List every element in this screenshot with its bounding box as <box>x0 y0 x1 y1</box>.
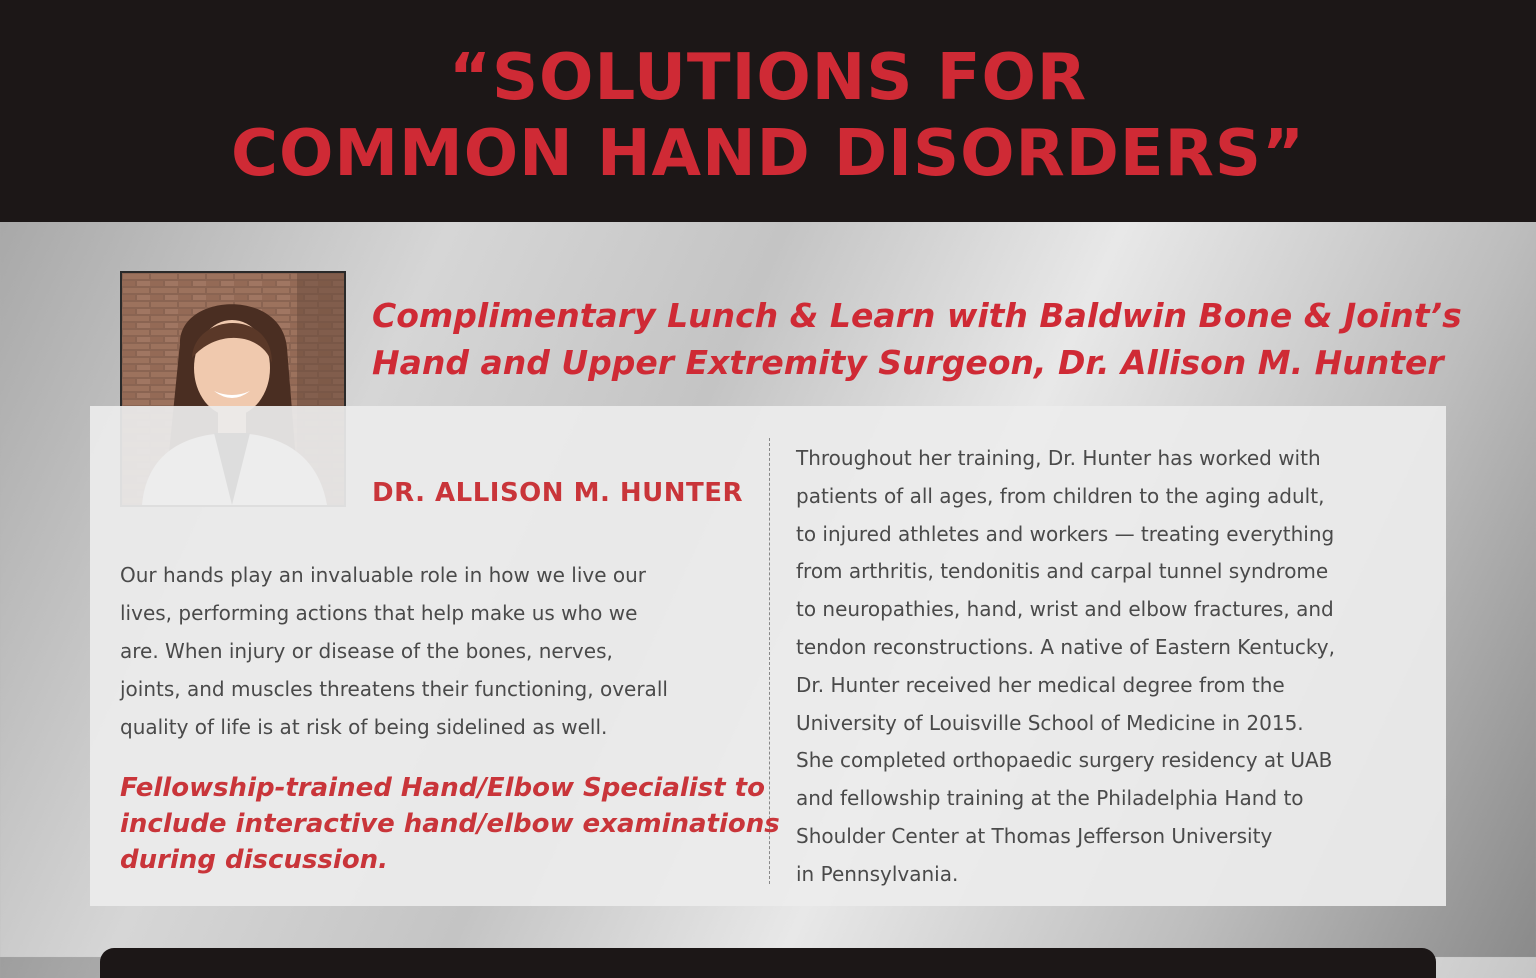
title-line-1: “SOLUTIONS FOR <box>448 41 1088 115</box>
title-line-2: COMMON HAND DISORDERS” <box>230 117 1306 191</box>
callout-line: during discussion. <box>120 845 389 875</box>
bio-line: Throughout her training, Dr. Hunter has worked with <box>796 446 1321 470</box>
intro-line: quality of life is at risk of being sidelined as well. <box>120 715 608 739</box>
callout-line: Fellowship-trained Hand/Elbow Specialist to <box>120 773 765 803</box>
bio-line: to neuropathies, hand, wrist and elbow fractures, and <box>796 597 1334 622</box>
bio-line: Shoulder Center at Thomas Jefferson University <box>796 823 1273 848</box>
subtitle-line-2: Hand and Upper Extremity Surgeon, Dr. Allison M. Hunter <box>372 343 1444 382</box>
doctor-name: DR. ALLISON M. HUNTER <box>372 478 744 508</box>
specialist-callout <box>120 770 780 878</box>
bio-line: patients of all ages, from children to the aging adult, <box>796 483 1325 508</box>
intro-line: lives, performing actions that help make us who we <box>120 601 638 625</box>
bio-line: in Pennsylvania. <box>796 861 959 886</box>
flyer-title <box>0 40 1536 192</box>
bio-line: from arthritis, tendonitis and carpal tunnel syndrome <box>796 559 1329 584</box>
bio-line: She completed orthopaedic surgery residency at UAB <box>796 748 1333 773</box>
callout-line: include interactive hand/elbow examinations <box>120 809 780 839</box>
intro-paragraph <box>120 556 760 746</box>
bio-paragraph <box>796 440 1436 894</box>
bio-line: to injured athletes and workers — treating everything <box>796 521 1335 546</box>
bio-line: Dr. Hunter received her medical degree from the <box>796 672 1285 697</box>
event-subtitle <box>372 292 1482 386</box>
subtitle-line-1: Complimentary Lunch & Learn with Baldwin Bone & Joint’s <box>372 296 1462 335</box>
bio-line: University of Louisville School of Medicine in 2015. <box>796 710 1304 735</box>
intro-line: Our hands play an invaluable role in how we live our <box>120 563 647 587</box>
intro-line: are. When injury or disease of the bones, nerves, <box>120 639 613 663</box>
bottom-banner <box>100 948 1436 978</box>
header-banner <box>0 0 1536 222</box>
bio-line: and fellowship training at the Philadelphia Hand to <box>796 786 1304 811</box>
intro-line: joints, and muscles threatens their functioning, overall <box>120 677 668 701</box>
bio-line: tendon reconstructions. A native of Eastern Kentucky, <box>796 634 1335 659</box>
